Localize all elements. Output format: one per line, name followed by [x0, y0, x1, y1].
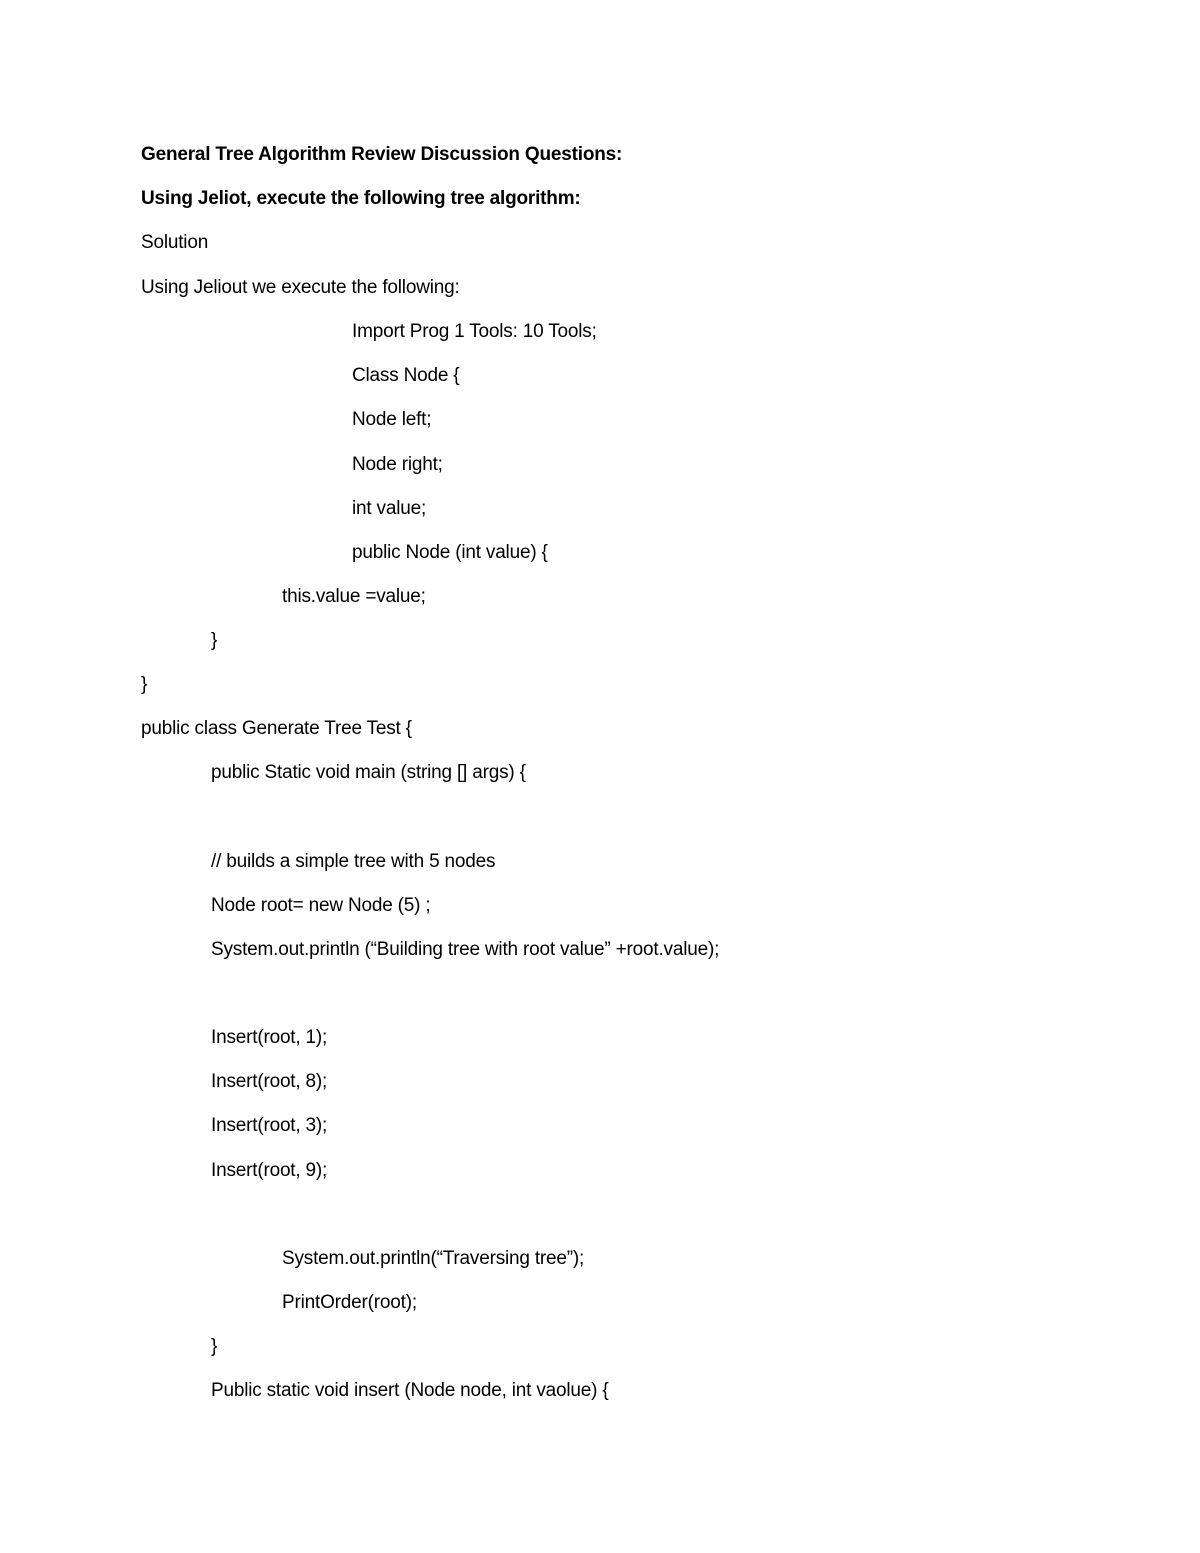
solution-label: Solution [141, 232, 209, 253]
code-line: PrintOrder(root); [282, 1292, 417, 1313]
document-subheading: Using Jeliot, execute the following tree algorithm: [141, 188, 581, 209]
code-line: System.out.println (“Building tree with root value” +root.value); [211, 939, 720, 960]
code-line: Node left; [352, 409, 432, 430]
code-line: public Static void main (string [] args) { [211, 762, 526, 783]
code-line: Insert(root, 1); [211, 1027, 328, 1048]
code-line: int value; [352, 498, 427, 519]
code-line: public class Generate Tree Test { [141, 718, 412, 739]
code-line: Node root= new Node (5) ; [211, 895, 431, 916]
code-line: Node right; [352, 454, 443, 475]
code-line: // builds a simple tree with 5 nodes [211, 851, 496, 872]
code-line: Insert(root, 8); [211, 1071, 328, 1092]
code-line: Import Prog 1 Tools: 10 Tools; [352, 321, 597, 342]
code-line: Insert(root, 3); [211, 1115, 328, 1136]
code-line: } [211, 1336, 218, 1357]
code-line: } [141, 674, 148, 695]
code-line: Insert(root, 9); [211, 1160, 328, 1181]
code-line: } [211, 630, 218, 651]
intro-text: Using Jeliout we execute the following: [141, 277, 460, 298]
code-line: public Node (int value) { [352, 542, 548, 563]
code-line: Public static void insert (Node node, int vaolue) { [211, 1380, 609, 1401]
code-line: System.out.println(“Traversing tree”); [282, 1248, 585, 1269]
code-line: Class Node { [352, 365, 460, 386]
code-line: this.value =value; [282, 586, 426, 607]
document-heading: General Tree Algorithm Review Discussion Questions: [141, 144, 623, 165]
